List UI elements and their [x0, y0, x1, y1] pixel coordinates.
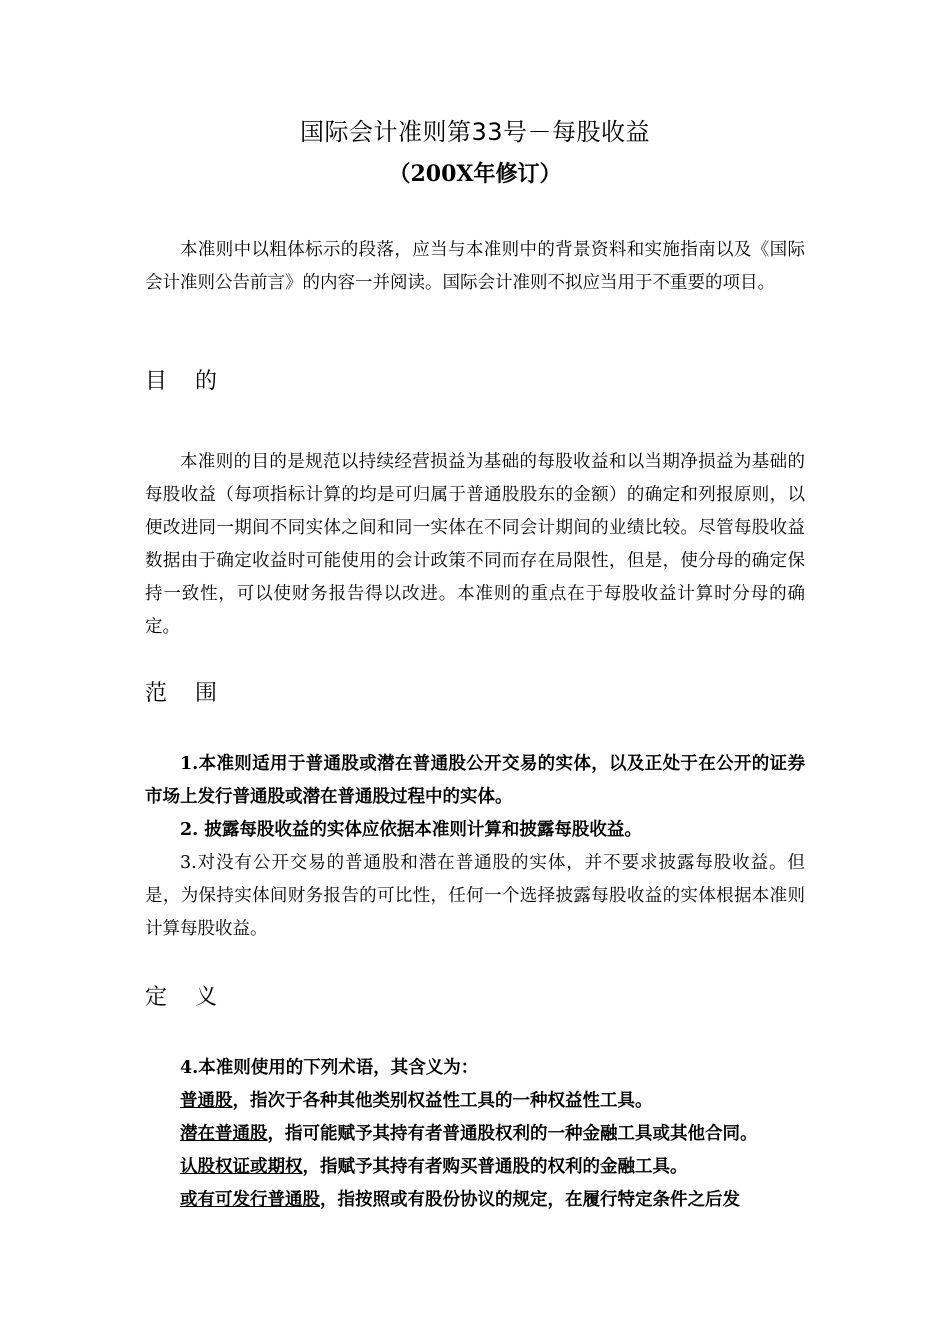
objective-heading-char-1: 目	[145, 369, 170, 394]
definition-item	[145, 1151, 805, 1184]
document-title: 国际会计准则第33号－每股收益	[299, 118, 651, 146]
objective-text: 本准则的目的是规范以持续经营损益为基础的每股收益和以当期净损益为基础的每股收益（每项指标计算的均是可归属于普通股股东的金额）的确定和列报原则，以便改进同一期间不同实体之间和同一实体在不同会计期间的业绩比较。尽管每股收益数据由于确定收益时可能使用的会计政策不同而存在局限性，但是，使分母的确定保持一致性，可以使财务报告得以改进。本准则的重点在于每股收益计算时分母的确定。	[145, 452, 805, 637]
definition-term: 或有可发行普通股	[180, 1190, 320, 1210]
definition-term: 认股权证或期权	[180, 1157, 303, 1177]
definitions-heading	[145, 982, 219, 1014]
definitions-intro: 4.本准则使用的下列术语，其含义为：	[180, 1058, 479, 1078]
definitions-heading-char-1: 定	[145, 985, 170, 1010]
definition-term: 普通股	[180, 1091, 233, 1111]
definition-item	[145, 1085, 805, 1118]
scope-para-1: 1.本准则适用于普通股或潜在普通股公开交易的实体，以及正处于在公开的证券市场上发行普通股或潜在普通股过程中的实体。	[145, 754, 805, 807]
definition-item	[145, 1184, 805, 1217]
document-subtitle: （200X年修订）	[388, 161, 562, 187]
definition-text: ，指次于各种其他类别权益性工具的一种权益性工具。	[232, 1091, 653, 1111]
scope-heading-char-2: 围	[195, 681, 220, 706]
definitions-list	[145, 1052, 805, 1217]
scope-paragraphs	[145, 748, 805, 946]
definitions-heading-char-2: 义	[195, 985, 220, 1010]
definition-term: 潜在普通股	[180, 1124, 268, 1144]
objective-paragraph	[145, 446, 805, 644]
definition-item	[145, 1118, 805, 1151]
scope-para-3: 3.对没有公开交易的普通股和潜在普通股的实体，并不要求披露每股收益。但是，为保持实体间财务报告的可比性，任何一个选择披露每股收益的实体根据本准则计算每股收益。	[145, 853, 805, 939]
definition-text: ，指按照或有股份协议的规定，在履行特定条件之后发	[320, 1190, 740, 1210]
definition-text: ，指赋予其持有者购买普通股的权利的金融工具。	[302, 1157, 688, 1177]
definition-text: ，指可能赋予其持有者普通股权利的一种金融工具或其他合同。	[267, 1124, 758, 1144]
intro-text: 本准则中以粗体标示的段落，应当与本准则中的背景资料和实施指南以及《国际会计准则公告前言》的内容一并阅读。国际会计准则不拟应当用于不重要的项目。	[145, 240, 805, 293]
objective-heading	[145, 366, 219, 398]
scope-heading-char-1: 范	[145, 681, 170, 706]
scope-para-2: 2. 披露每股收益的实体应依据本准则计算和披露每股收益。	[180, 820, 642, 840]
scope-heading	[145, 678, 219, 710]
objective-heading-char-2: 的	[195, 369, 220, 394]
intro-paragraph	[145, 234, 805, 300]
